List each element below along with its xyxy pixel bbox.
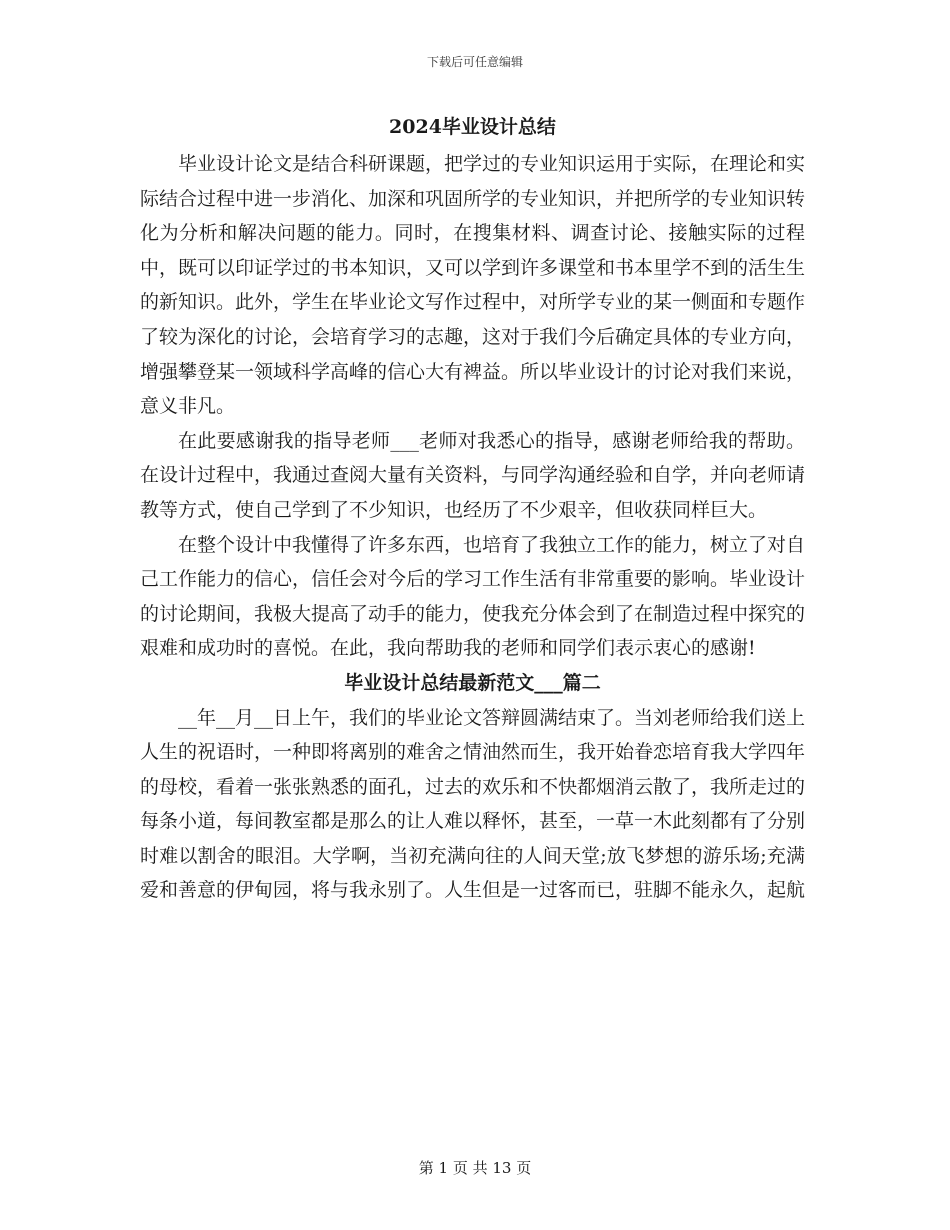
paragraph-section-two: __年__月__日上午，我们的毕业论文答辩圆满结束了。当刘老师给我们送上人生的祝语时，一种即将离别的难舍之情油然而生，我开始眷恋培育我大学四年的母校，看着一张张熟悉的面孔，过去的欢乐和不快都烟消云散了，我所走过的每条小道，每间教室都是那么的让人难以释怀，甚至，一草一木此刻都有了分别时难以割舍的眼泪。大学啊，当初充满向往的人间天堂;放飞梦想的游乐场;充满爱和善意的伊甸园，将与我永别了。人生但是一过客而已，驻脚不能永久，起航 bbox=[140, 706, 806, 902]
page-header-note: 下载后可任意编辑 bbox=[426, 55, 523, 69]
section-heading: 毕业设计总结最新范文___篇二 bbox=[344, 671, 601, 694]
paragraph-thanks: 在此要感谢我的指导老师___老师对我悉心的指导，感谢老师给我的帮助。在设计过程中，我通过查阅大量有关资料，与同学沟通经验和自学，并向老师请教等方式，使自己学到了不少知识，也经历了不少艰辛，但收获同样巨大。 bbox=[140, 429, 806, 521]
document-title: 2024毕业设计总结 bbox=[389, 116, 556, 138]
paragraph-intro: 毕业设计论文是结合科研课题，把学过的专业知识运用于实际，在理论和实际结合过程中进一步消化、加深和巩固所学的专业知识，并把所学的专业知识转化为分析和解决问题的能力。同时，在搜集材料、调查讨论、接触实际的过程中，既可以印证学过的书本知识，又可以学到许多课堂和书本里学不到的活生生的新知识。此外，学生在毕业论文写作过程中，对所学专业的某一侧面和专题作了较为深化的讨论，会培育学习的志趣，这对于我们今后确定具体的专业方向，增强攀登某一领域科学高峰的信心大有裨益。所以毕业设计的讨论对我们来说，意义非凡。 bbox=[140, 153, 806, 418]
page-number: 第 1 页 共 13 页 bbox=[418, 1159, 532, 1177]
paragraph-gains: 在整个设计中我懂得了许多东西，也培育了我独立工作的能力，树立了对自己工作能力的信心，信任会对今后的学习工作生活有非常重要的影响。毕业设计的讨论期间，我极大提高了动手的能力，使我充分体会到了在制造过程中探究的艰难和成功时的喜悦。在此，我向帮助我的老师和同学们表示衷心的感谢! bbox=[140, 533, 806, 660]
document-body bbox=[140, 147, 805, 908]
